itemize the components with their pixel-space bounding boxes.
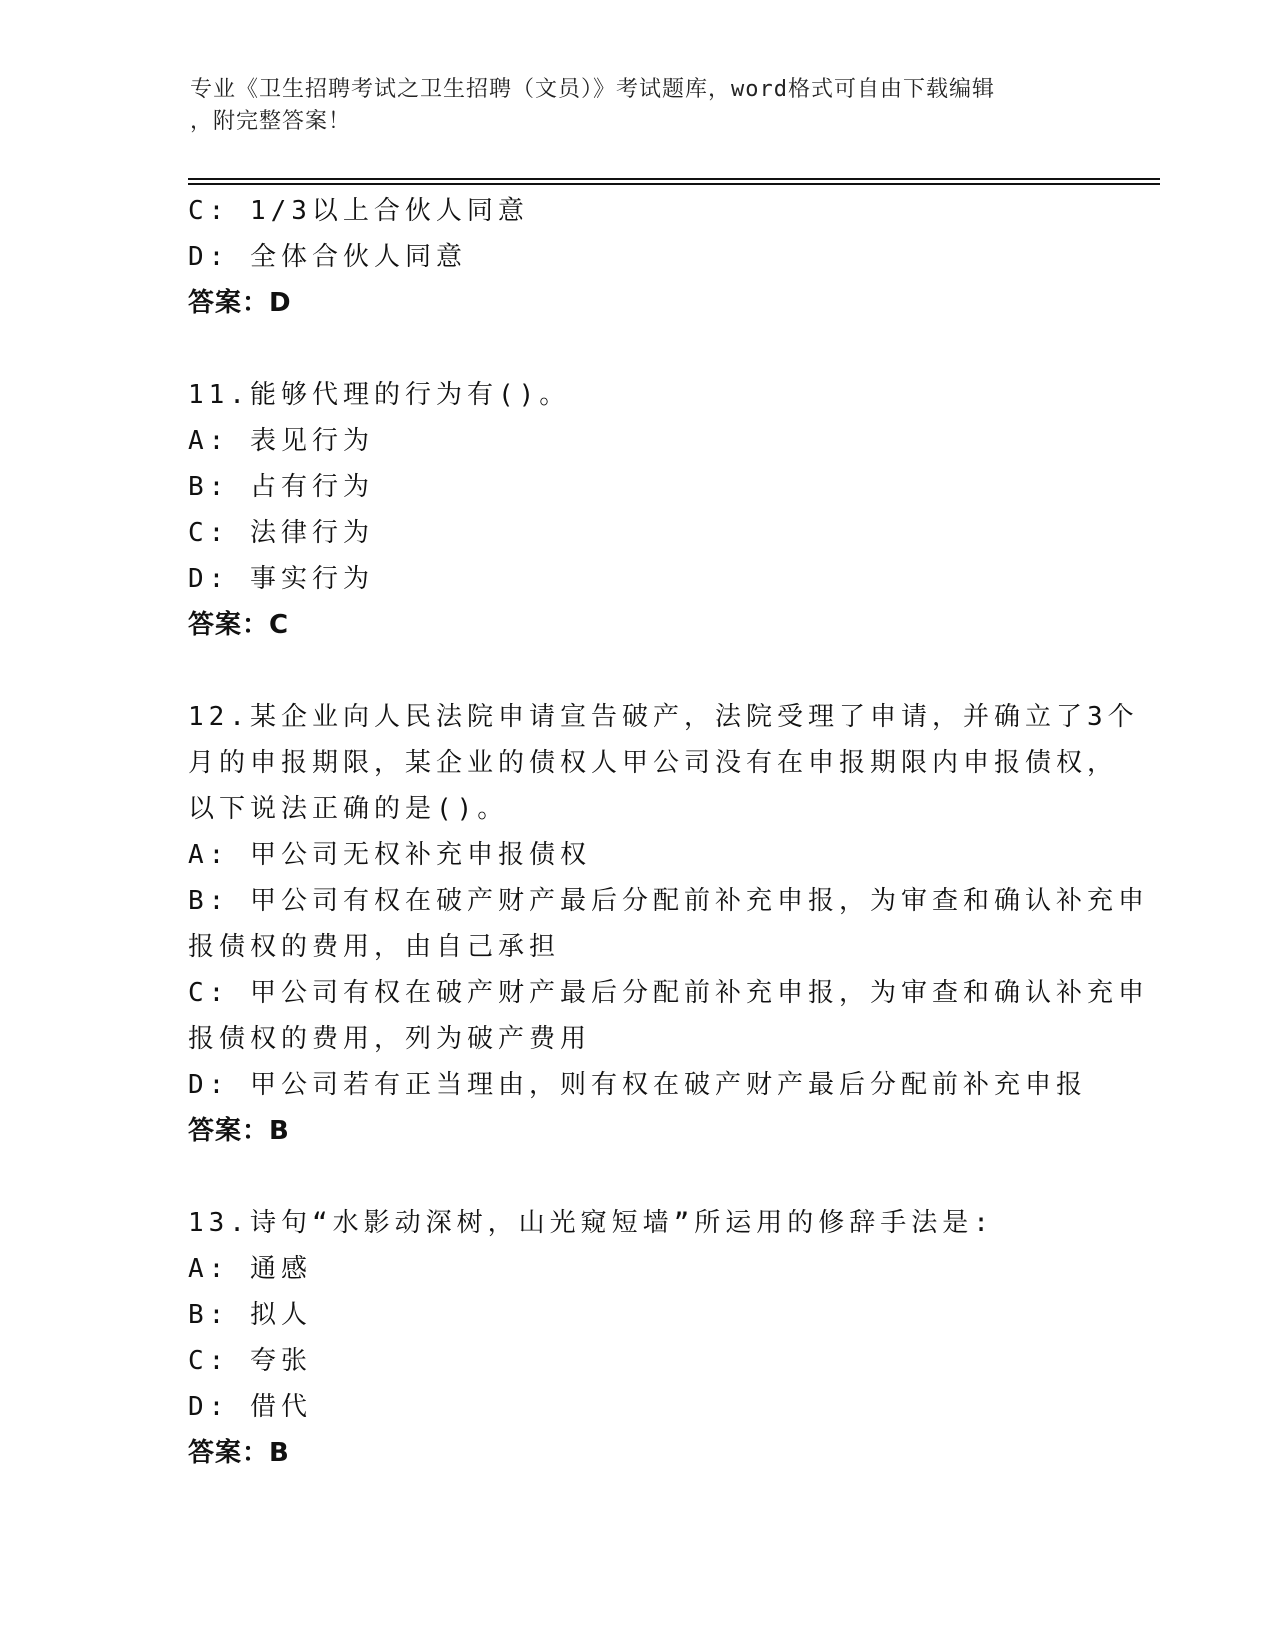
question-11-block — [188, 372, 1088, 648]
question-11-answer: 答案：C — [188, 610, 290, 640]
question-10-block — [188, 188, 1088, 326]
question-12-option-c-line-2: 报债权的费用，列为破产费用 — [188, 1024, 592, 1054]
question-12-option-b-line-1: B: 甲公司有权在破产财产最后分配前补充申报，为审查和确认补充申 — [188, 886, 1149, 916]
question-13-option-c: C: 夸张 — [188, 1346, 312, 1376]
question-13-answer: 答案：B — [188, 1438, 290, 1468]
question-11-text: 11.能够代理的行为有()。 — [188, 380, 571, 410]
question-13-option-a: A: 通感 — [188, 1254, 312, 1284]
question-12-option-a: A: 甲公司无权补充申报债权 — [188, 840, 591, 870]
question-10-answer: 答案：D — [188, 288, 292, 318]
spacer — [188, 648, 1088, 694]
question-13-text: 13.诗句“水影动深树，山光窥短墙”所运用的修辞手法是: — [188, 1208, 994, 1238]
question-12-text-line-2: 月的申报期限，某企业的债权人甲公司没有在申报期限内申报债权， — [188, 748, 1119, 778]
header-divider-top — [188, 178, 1160, 180]
question-10-option-d: D: 全体合伙人同意 — [188, 242, 467, 272]
question-11-option-b: B: 占有行为 — [188, 472, 374, 502]
question-12-answer: 答案：B — [188, 1116, 290, 1146]
question-12-text-line-3: 以下说法正确的是()。 — [188, 794, 509, 824]
header-divider-bottom — [188, 183, 1160, 185]
header-title-line-1: 专业《卫生招聘考试之卫生招聘（文员）》考试题库，word格式可自由下载编辑 — [190, 77, 995, 102]
question-list — [188, 188, 1149, 1476]
header-title-line-2: ，附完整答案！ — [190, 109, 352, 134]
question-13-option-d: D: 借代 — [188, 1392, 312, 1422]
question-11-option-a: A: 表见行为 — [188, 426, 374, 456]
question-11-option-d: D: 事实行为 — [188, 564, 374, 594]
question-13-block — [188, 1200, 1088, 1476]
spacer — [188, 1154, 1088, 1200]
spacer — [188, 326, 1088, 372]
question-12-option-b-line-2: 报债权的费用，由自己承担 — [188, 932, 561, 962]
question-12-option-d: D: 甲公司若有正当理由，则有权在破产财产最后分配前补充申报 — [188, 1070, 1087, 1100]
question-12-block — [188, 694, 1149, 1154]
question-12-text-line-1: 12.某企业向人民法院申请宣告破产，法院受理了申请，并确立了3个 — [188, 702, 1139, 732]
question-13-option-b: B: 拟人 — [188, 1300, 312, 1330]
question-11-option-c: C: 法律行为 — [188, 518, 374, 548]
document-header — [190, 74, 1090, 138]
question-12-option-c-line-1: C: 甲公司有权在破产财产最后分配前补充申报，为审查和确认补充申 — [188, 978, 1149, 1008]
question-10-option-c: C: 1/3以上合伙人同意 — [188, 196, 529, 226]
